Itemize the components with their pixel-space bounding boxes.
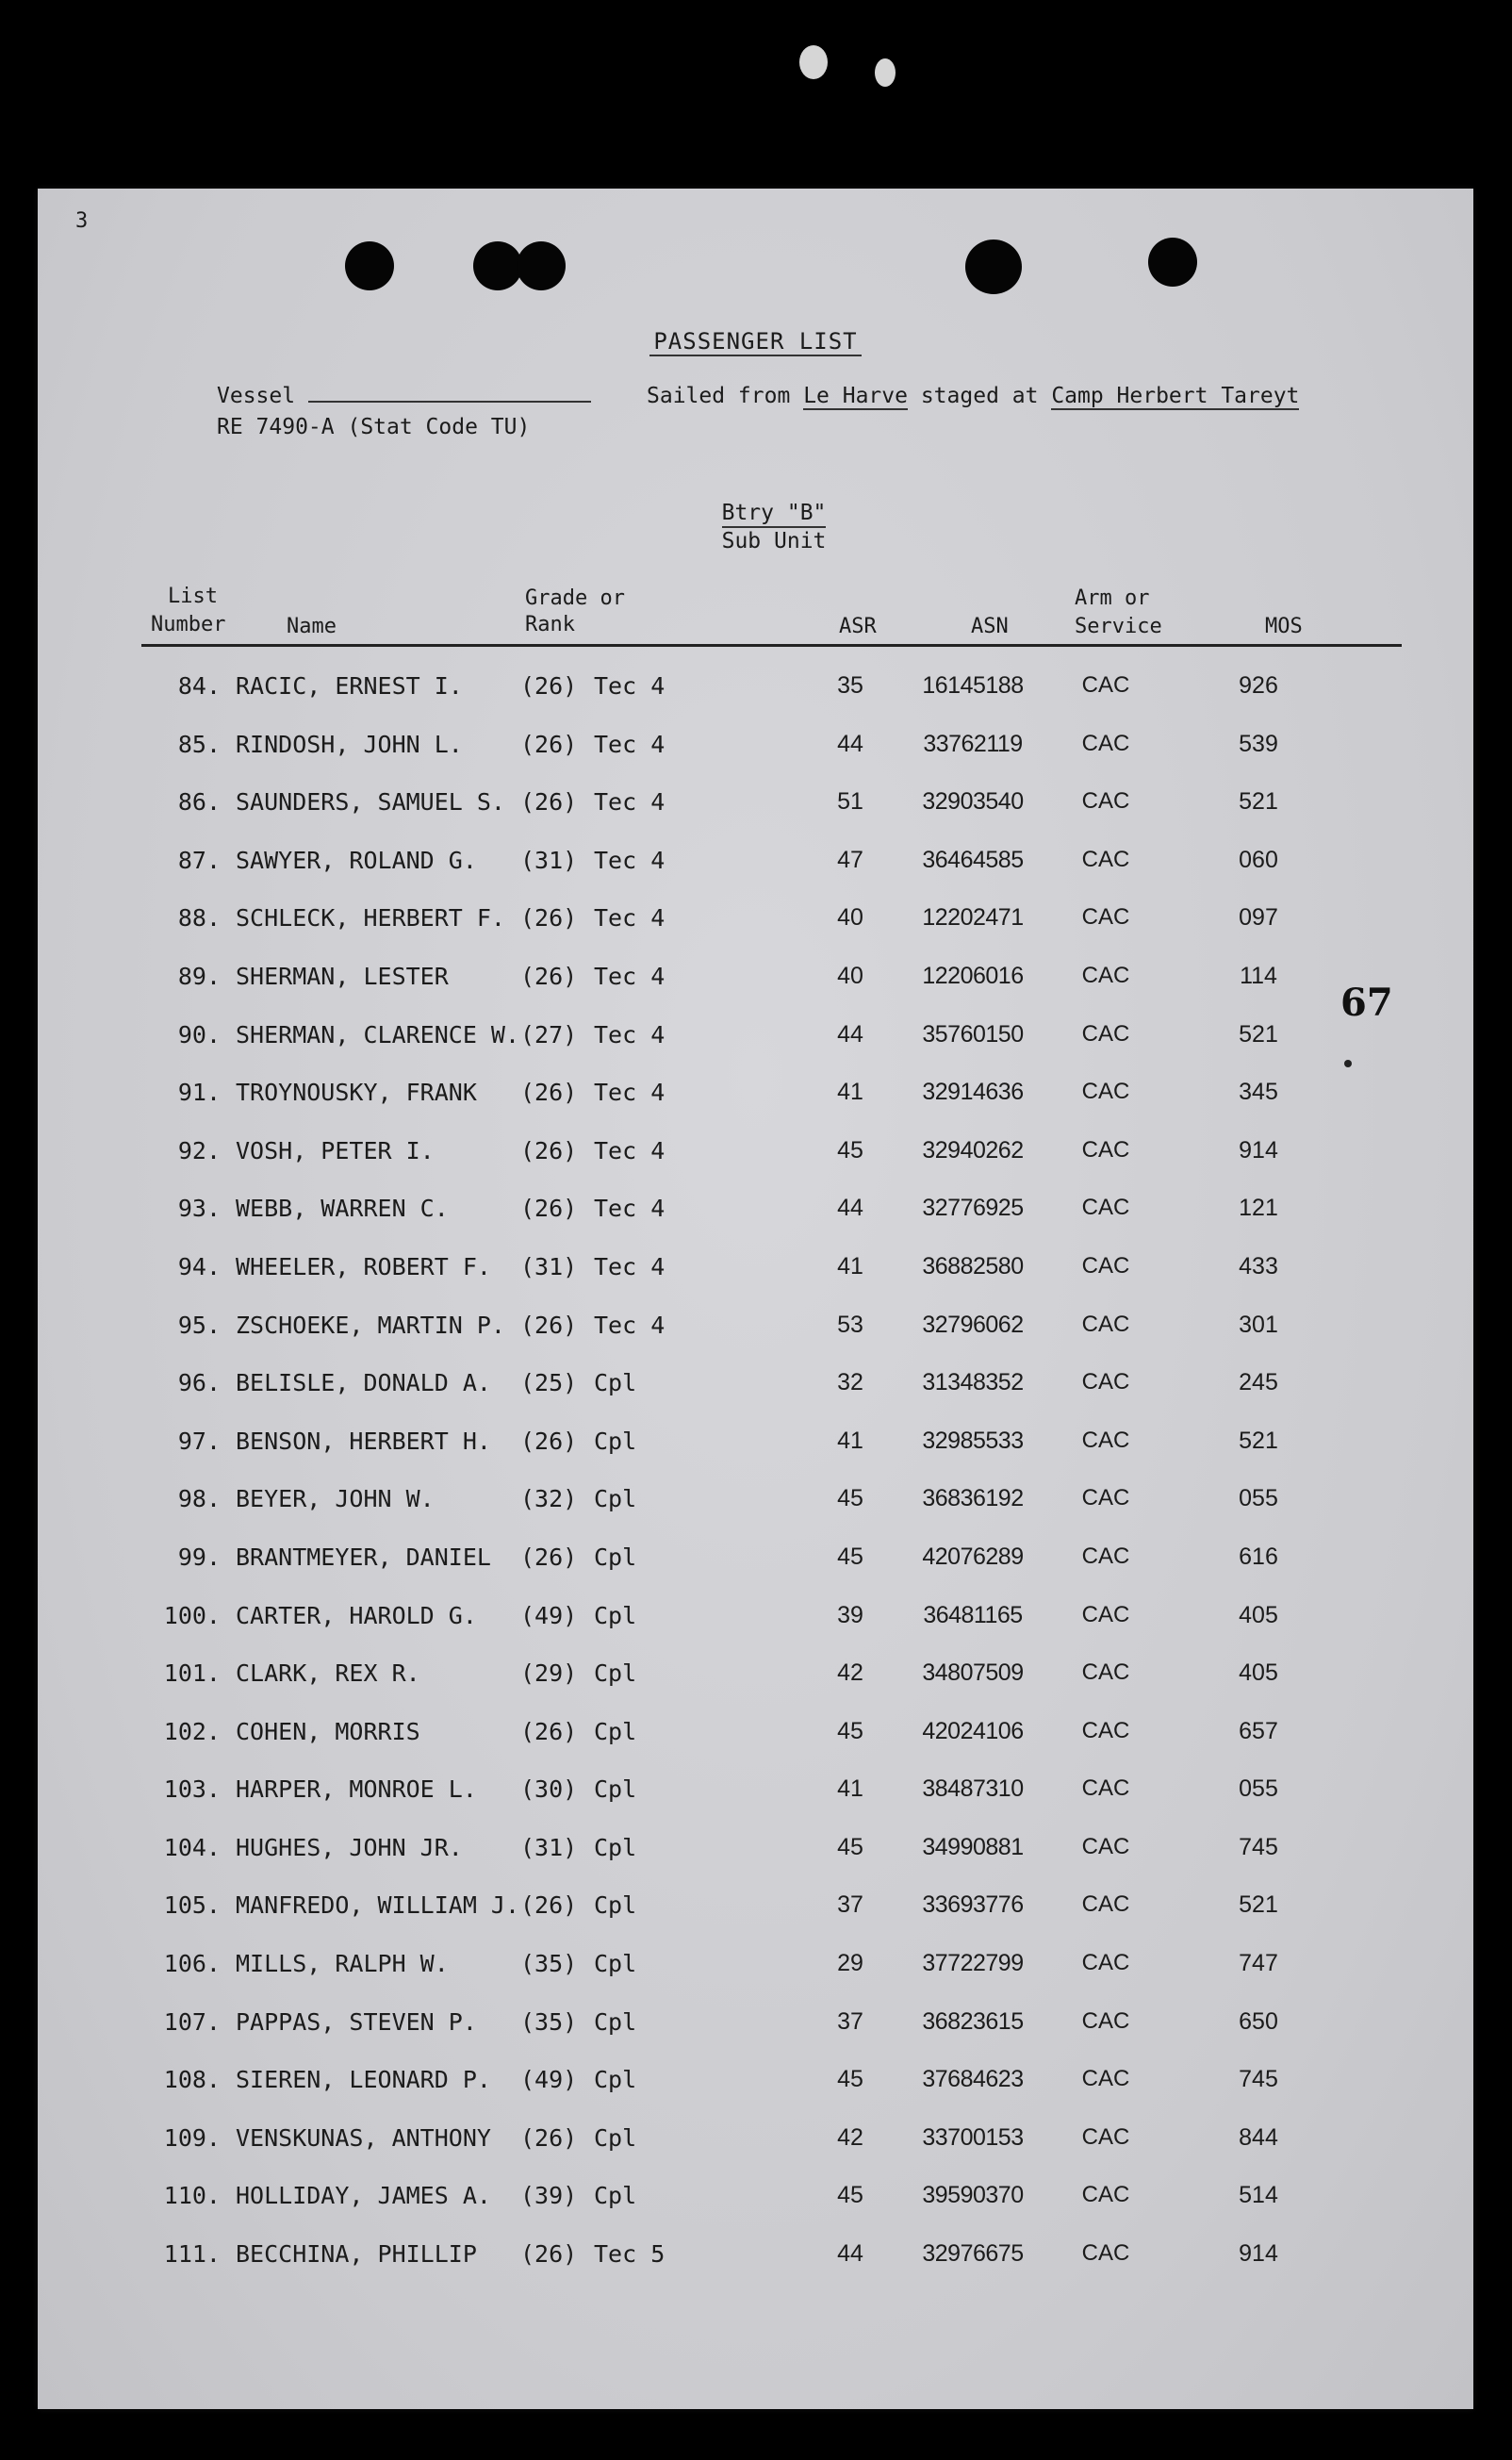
rank-cell: Cpl bbox=[594, 1543, 637, 1571]
rank-cell: Cpl bbox=[594, 1891, 637, 1920]
mos-cell: 097 bbox=[1239, 904, 1278, 932]
list-number-cell: 102. bbox=[163, 1717, 221, 1745]
passenger-name-cell: CARTER, HAROLD G. bbox=[236, 1601, 477, 1629]
asn-cell: 33700153 bbox=[922, 2123, 1024, 2151]
grade-cell: (26) bbox=[520, 672, 578, 700]
table-row bbox=[38, 1130, 1473, 1188]
rank-cell: Tec 4 bbox=[594, 1020, 666, 1048]
arm-or-service-cell: CAC bbox=[1081, 672, 1130, 698]
passenger-name-cell: WEBB, WARREN C. bbox=[236, 1195, 449, 1223]
list-number-cell: 98. bbox=[177, 1485, 221, 1513]
arm-or-service-cell: CAC bbox=[1081, 1195, 1130, 1221]
mos-cell: 539 bbox=[1239, 730, 1278, 757]
asr-cell: 42 bbox=[837, 2123, 863, 2151]
mos-cell: 521 bbox=[1239, 788, 1278, 816]
list-number-cell: 97. bbox=[177, 1427, 221, 1455]
asr-cell: 45 bbox=[837, 1543, 863, 1570]
rank-cell: Cpl bbox=[594, 1717, 637, 1745]
document-title-text: PASSENGER LIST bbox=[649, 328, 861, 356]
punch-hole bbox=[473, 241, 522, 290]
asr-cell: 37 bbox=[837, 2007, 863, 2035]
rank-cell: Cpl bbox=[594, 1485, 637, 1513]
grade-cell: (49) bbox=[520, 1601, 578, 1629]
asn-cell: 36823615 bbox=[922, 2007, 1024, 2035]
asr-cell: 44 bbox=[837, 1195, 863, 1222]
arm-or-service-cell: CAC bbox=[1081, 1659, 1130, 1686]
arm-or-service-cell: CAC bbox=[1081, 1775, 1130, 1802]
list-number-cell: 104. bbox=[163, 1833, 221, 1861]
arm-or-service-cell: CAC bbox=[1081, 846, 1130, 872]
asr-cell: 47 bbox=[837, 846, 863, 873]
asn-cell: 42076289 bbox=[922, 1543, 1024, 1570]
rank-cell: Cpl bbox=[594, 1833, 637, 1861]
passenger-name-cell: SAWYER, ROLAND G. bbox=[236, 846, 477, 874]
arm-or-service-cell: CAC bbox=[1081, 2182, 1130, 2208]
passenger-name-cell: WHEELER, ROBERT F. bbox=[236, 1252, 491, 1280]
asr-cell: 53 bbox=[837, 1311, 863, 1338]
grade-cell: (25) bbox=[520, 1369, 578, 1397]
unit-line-2: Sub Unit bbox=[721, 529, 827, 553]
table-row bbox=[38, 1304, 1473, 1362]
table-row bbox=[38, 1826, 1473, 1885]
table-row bbox=[38, 955, 1473, 1014]
header-grade-or: Grade or bbox=[525, 586, 625, 610]
asr-cell: 41 bbox=[837, 1252, 863, 1280]
header-service: Service bbox=[1075, 615, 1162, 638]
asr-cell: 45 bbox=[837, 1833, 863, 1860]
table-row bbox=[38, 1710, 1473, 1769]
film-speck bbox=[875, 58, 896, 87]
rank-cell: Cpl bbox=[594, 1369, 637, 1397]
mos-cell: 616 bbox=[1239, 1543, 1278, 1570]
mos-cell: 345 bbox=[1239, 1079, 1278, 1106]
film-speck bbox=[799, 45, 828, 79]
table-row bbox=[38, 1594, 1473, 1653]
mos-cell: 747 bbox=[1239, 1950, 1278, 1977]
grade-cell: (27) bbox=[520, 1020, 578, 1048]
mos-cell: 844 bbox=[1239, 2123, 1278, 2151]
arm-or-service-cell: CAC bbox=[1081, 730, 1130, 756]
ink-dot bbox=[1344, 1060, 1352, 1067]
passenger-name-cell: VENSKUNAS, ANTHONY bbox=[236, 2123, 491, 2152]
punch-hole bbox=[965, 239, 1022, 294]
grade-cell: (30) bbox=[520, 1775, 578, 1804]
arm-or-service-cell: CAC bbox=[1081, 1020, 1130, 1047]
arm-or-service-cell: CAC bbox=[1081, 2123, 1130, 2150]
table-row bbox=[38, 665, 1473, 723]
asn-cell: 12206016 bbox=[922, 962, 1024, 989]
asr-cell: 45 bbox=[837, 2182, 863, 2209]
asr-cell: 44 bbox=[837, 2240, 863, 2268]
table-row bbox=[38, 1768, 1473, 1826]
list-number-cell: 91. bbox=[177, 1079, 221, 1107]
grade-cell: (26) bbox=[520, 1543, 578, 1571]
mos-cell: 055 bbox=[1239, 1775, 1278, 1803]
table-row bbox=[38, 1420, 1473, 1478]
passenger-name-cell: SAUNDERS, SAMUEL S. bbox=[236, 788, 505, 817]
list-number-cell: 111. bbox=[163, 2240, 221, 2269]
arm-or-service-cell: CAC bbox=[1081, 1369, 1130, 1395]
grade-cell: (35) bbox=[520, 2007, 578, 2036]
asr-cell: 39 bbox=[837, 1601, 863, 1628]
sailed-port: Le Harve bbox=[803, 384, 908, 408]
asr-cell: 29 bbox=[837, 1950, 863, 1977]
grade-cell: (31) bbox=[520, 1833, 578, 1861]
asr-cell: 40 bbox=[837, 904, 863, 932]
corner-mark: 3 bbox=[75, 209, 89, 233]
asr-cell: 45 bbox=[837, 2066, 863, 2093]
passenger-name-cell: SHERMAN, LESTER bbox=[236, 962, 449, 990]
asn-cell: 33693776 bbox=[922, 1891, 1024, 1919]
arm-or-service-cell: CAC bbox=[1081, 2240, 1130, 2267]
list-number-cell: 99. bbox=[177, 1543, 221, 1571]
asr-cell: 37 bbox=[837, 1891, 863, 1919]
asn-cell: 12202471 bbox=[922, 904, 1024, 932]
asn-cell: 32776925 bbox=[922, 1195, 1024, 1222]
list-number-cell: 88. bbox=[177, 904, 221, 933]
asn-cell: 16145188 bbox=[922, 672, 1024, 699]
rank-cell: Tec 4 bbox=[594, 904, 666, 933]
arm-or-service-cell: CAC bbox=[1081, 1136, 1130, 1163]
passenger-name-cell: CLARK, REX R. bbox=[236, 1659, 420, 1688]
asn-cell: 42024106 bbox=[922, 1717, 1024, 1744]
rank-cell: Tec 4 bbox=[594, 788, 666, 817]
asr-cell: 44 bbox=[837, 1020, 863, 1048]
sailed-label: Sailed from bbox=[647, 384, 791, 408]
mos-cell: 650 bbox=[1239, 2007, 1278, 2035]
asn-cell: 36481165 bbox=[923, 1601, 1023, 1628]
asn-cell: 32914636 bbox=[922, 1079, 1024, 1106]
grade-cell: (31) bbox=[520, 1252, 578, 1280]
passenger-name-cell: VOSH, PETER I. bbox=[236, 1136, 435, 1164]
grade-cell: (26) bbox=[520, 1427, 578, 1455]
rank-cell: Tec 4 bbox=[594, 1079, 666, 1107]
asn-cell: 34807509 bbox=[922, 1659, 1024, 1687]
table-row bbox=[38, 2233, 1473, 2291]
passenger-name-cell: RACIC, ERNEST I. bbox=[236, 672, 463, 700]
list-number-cell: 109. bbox=[163, 2123, 221, 2152]
passenger-name-cell: HOLLIDAY, JAMES A. bbox=[236, 2182, 491, 2210]
mos-cell: 405 bbox=[1239, 1659, 1278, 1687]
asr-cell: 45 bbox=[837, 1485, 863, 1512]
grade-cell: (26) bbox=[520, 1311, 578, 1339]
film-border-top bbox=[0, 0, 1512, 189]
arm-or-service-cell: CAC bbox=[1081, 1891, 1130, 1918]
grade-cell: (49) bbox=[520, 2066, 578, 2094]
vessel-line bbox=[217, 384, 591, 408]
header-arm-or: Arm or bbox=[1075, 586, 1150, 610]
grade-cell: (26) bbox=[520, 1891, 578, 1920]
grade-cell: (32) bbox=[520, 1485, 578, 1513]
header-number: Number bbox=[151, 613, 226, 636]
table-row bbox=[38, 897, 1473, 955]
grade-cell: (26) bbox=[520, 2240, 578, 2269]
table-row bbox=[38, 1071, 1473, 1130]
list-number-cell: 86. bbox=[177, 788, 221, 817]
arm-or-service-cell: CAC bbox=[1081, 1950, 1130, 1976]
table-row bbox=[38, 1014, 1473, 1072]
sailed-line bbox=[647, 384, 1299, 408]
header-rule bbox=[141, 644, 1402, 647]
passenger-name-cell: BEYER, JOHN W. bbox=[236, 1485, 435, 1513]
punch-hole bbox=[517, 241, 566, 290]
vessel-blank bbox=[308, 401, 591, 403]
asn-cell: 39590370 bbox=[922, 2182, 1024, 2209]
arm-or-service-cell: CAC bbox=[1081, 1079, 1130, 1105]
table-row bbox=[38, 1942, 1473, 2001]
asn-cell: 32985533 bbox=[922, 1427, 1024, 1454]
table-row bbox=[38, 1246, 1473, 1304]
rank-cell: Tec 4 bbox=[594, 962, 666, 990]
grade-cell: (29) bbox=[520, 1659, 578, 1688]
grade-cell: (26) bbox=[520, 962, 578, 990]
asn-cell: 38487310 bbox=[922, 1775, 1024, 1803]
rank-cell: Cpl bbox=[594, 1601, 637, 1629]
rank-cell: Tec 4 bbox=[594, 1136, 666, 1164]
asn-cell: 32796062 bbox=[922, 1311, 1024, 1338]
arm-or-service-cell: CAC bbox=[1081, 2066, 1130, 2092]
passenger-name-cell: MILLS, RALPH W. bbox=[236, 1950, 449, 1978]
table-row bbox=[38, 2117, 1473, 2175]
table-row bbox=[38, 1652, 1473, 1710]
list-number-cell: 92. bbox=[177, 1136, 221, 1164]
list-number-cell: 108. bbox=[163, 2066, 221, 2094]
arm-or-service-cell: CAC bbox=[1081, 1601, 1130, 1627]
list-number-cell: 103. bbox=[163, 1775, 221, 1804]
rank-cell: Cpl bbox=[594, 1427, 637, 1455]
mos-cell: 657 bbox=[1239, 1717, 1278, 1744]
reference-line: RE 7490-A (Stat Code TU) bbox=[217, 415, 531, 439]
table-row bbox=[38, 1478, 1473, 1536]
asr-cell: 45 bbox=[837, 1717, 863, 1744]
asn-cell: 36882580 bbox=[922, 1252, 1024, 1280]
arm-or-service-cell: CAC bbox=[1081, 1833, 1130, 1859]
table-row bbox=[38, 723, 1473, 782]
arm-or-service-cell: CAC bbox=[1081, 1311, 1130, 1337]
list-number-cell: 106. bbox=[163, 1950, 221, 1978]
table-row bbox=[38, 781, 1473, 839]
mos-cell: 745 bbox=[1239, 2066, 1278, 2093]
table-row bbox=[38, 839, 1473, 898]
mos-cell: 521 bbox=[1239, 1427, 1278, 1454]
grade-cell: (35) bbox=[520, 1950, 578, 1978]
asn-cell: 37684623 bbox=[922, 2066, 1024, 2093]
asr-cell: 51 bbox=[837, 788, 863, 816]
arm-or-service-cell: CAC bbox=[1081, 962, 1130, 988]
staged-camp: Camp Herbert Tareyt bbox=[1051, 384, 1300, 408]
rank-cell: Cpl bbox=[594, 2182, 637, 2210]
passenger-name-cell: MANFREDO, WILLIAM J. bbox=[236, 1891, 520, 1920]
arm-or-service-cell: CAC bbox=[1081, 788, 1130, 815]
asn-cell: 35760150 bbox=[922, 1020, 1024, 1048]
asr-cell: 35 bbox=[837, 672, 863, 699]
passenger-name-cell: BRANTMEYER, DANIEL bbox=[236, 1543, 491, 1571]
list-number-cell: 96. bbox=[177, 1369, 221, 1397]
header-list: List bbox=[168, 585, 218, 608]
mos-cell: 514 bbox=[1239, 2182, 1278, 2209]
header-rank: Rank bbox=[525, 613, 575, 636]
mos-cell: 405 bbox=[1239, 1601, 1278, 1628]
grade-cell: (26) bbox=[520, 2123, 578, 2152]
asr-cell: 40 bbox=[837, 962, 863, 989]
rank-cell: Tec 4 bbox=[594, 1252, 666, 1280]
arm-or-service-cell: CAC bbox=[1081, 1485, 1130, 1511]
list-number-cell: 100. bbox=[163, 1601, 221, 1629]
rank-cell: Tec 5 bbox=[594, 2240, 666, 2269]
grade-cell: (26) bbox=[520, 1079, 578, 1107]
asn-cell: 31348352 bbox=[922, 1369, 1024, 1396]
asn-cell: 36836192 bbox=[922, 1485, 1024, 1512]
asr-cell: 32 bbox=[837, 1369, 863, 1396]
mos-cell: 745 bbox=[1239, 1833, 1278, 1860]
header-asr: ASR bbox=[839, 615, 877, 638]
mos-cell: 055 bbox=[1239, 1485, 1278, 1512]
unit-line-1: Btry "B" bbox=[722, 500, 827, 528]
passenger-name-cell: ZSCHOEKE, MARTIN P. bbox=[236, 1311, 505, 1339]
mos-cell: 301 bbox=[1239, 1311, 1278, 1338]
grade-cell: (26) bbox=[520, 1136, 578, 1164]
table-row bbox=[38, 1187, 1473, 1246]
document-title bbox=[38, 328, 1473, 355]
list-number-cell: 90. bbox=[177, 1020, 221, 1048]
passenger-name-cell: HARPER, MONROE L. bbox=[236, 1775, 477, 1804]
passenger-name-cell: BELISLE, DONALD A. bbox=[236, 1369, 491, 1397]
mos-cell: 926 bbox=[1239, 672, 1278, 699]
document-page bbox=[38, 189, 1473, 2409]
passenger-name-cell: SIEREN, LEONARD P. bbox=[236, 2066, 491, 2094]
list-number-cell: 85. bbox=[177, 730, 221, 758]
passenger-name-cell: BENSON, HERBERT H. bbox=[236, 1427, 491, 1455]
grade-cell: (39) bbox=[520, 2182, 578, 2210]
mos-cell: 121 bbox=[1239, 1195, 1278, 1222]
passenger-name-cell: RINDOSH, JOHN L. bbox=[236, 730, 463, 758]
table-row bbox=[38, 2174, 1473, 2233]
side-number: 67 bbox=[1340, 981, 1393, 1025]
passenger-name-cell: SHERMAN, CLARENCE W. bbox=[236, 1020, 520, 1048]
passenger-name-cell: SCHLECK, HERBERT F. bbox=[236, 904, 505, 933]
asn-cell: 32976675 bbox=[922, 2240, 1024, 2268]
table-row bbox=[38, 2058, 1473, 2117]
asn-cell: 36464585 bbox=[922, 846, 1024, 873]
mos-cell: 521 bbox=[1239, 1891, 1278, 1919]
arm-or-service-cell: CAC bbox=[1081, 2007, 1130, 2034]
list-number-cell: 110. bbox=[163, 2182, 221, 2210]
arm-or-service-cell: CAC bbox=[1081, 1252, 1130, 1279]
asr-cell: 42 bbox=[837, 1659, 863, 1687]
list-number-cell: 95. bbox=[177, 1311, 221, 1339]
mos-cell: 114 bbox=[1240, 962, 1277, 989]
header-asn: ASN bbox=[971, 615, 1009, 638]
unit-label bbox=[703, 500, 845, 554]
rank-cell: Cpl bbox=[594, 2007, 637, 2036]
arm-or-service-cell: CAC bbox=[1081, 1717, 1130, 1743]
mos-cell: 060 bbox=[1239, 846, 1278, 873]
grade-cell: (31) bbox=[520, 846, 578, 874]
grade-cell: (26) bbox=[520, 1717, 578, 1745]
passenger-name-cell: COHEN, MORRIS bbox=[236, 1717, 420, 1745]
asr-cell: 41 bbox=[837, 1079, 863, 1106]
rank-cell: Tec 4 bbox=[594, 1311, 666, 1339]
rank-cell: Tec 4 bbox=[594, 672, 666, 700]
asn-cell: 34990881 bbox=[922, 1833, 1024, 1860]
staged-label: staged at bbox=[920, 384, 1039, 408]
passenger-name-cell: PAPPAS, STEVEN P. bbox=[236, 2007, 477, 2036]
rank-cell: Tec 4 bbox=[594, 730, 666, 758]
rank-cell: Cpl bbox=[594, 2066, 637, 2094]
table-row bbox=[38, 2001, 1473, 2059]
mos-cell: 914 bbox=[1239, 2240, 1278, 2268]
arm-or-service-cell: CAC bbox=[1081, 1543, 1130, 1569]
list-number-cell: 107. bbox=[163, 2007, 221, 2036]
asr-cell: 41 bbox=[837, 1427, 863, 1454]
header-name: Name bbox=[287, 615, 337, 638]
asr-cell: 45 bbox=[837, 1136, 863, 1164]
rank-cell: Tec 4 bbox=[594, 1195, 666, 1223]
list-number-cell: 89. bbox=[177, 962, 221, 990]
grade-cell: (26) bbox=[520, 730, 578, 758]
asr-cell: 41 bbox=[837, 1775, 863, 1803]
list-number-cell: 87. bbox=[177, 846, 221, 874]
passenger-table bbox=[38, 665, 1473, 2291]
list-number-cell: 105. bbox=[163, 1891, 221, 1920]
rank-cell: Cpl bbox=[594, 1659, 637, 1688]
rank-cell: Cpl bbox=[594, 1775, 637, 1804]
list-number-cell: 93. bbox=[177, 1195, 221, 1223]
arm-or-service-cell: CAC bbox=[1081, 904, 1130, 931]
grade-cell: (26) bbox=[520, 788, 578, 817]
table-row bbox=[38, 1536, 1473, 1594]
vessel-label: Vessel bbox=[217, 384, 296, 408]
passenger-name-cell: HUGHES, JOHN JR. bbox=[236, 1833, 463, 1861]
mos-cell: 433 bbox=[1239, 1252, 1278, 1280]
table-row bbox=[38, 1362, 1473, 1420]
rank-cell: Cpl bbox=[594, 2123, 637, 2152]
mos-cell: 245 bbox=[1239, 1369, 1278, 1396]
grade-cell: (26) bbox=[520, 904, 578, 933]
asr-cell: 44 bbox=[837, 730, 863, 757]
list-number-cell: 94. bbox=[177, 1252, 221, 1280]
punch-hole bbox=[1148, 238, 1197, 287]
header-mos: MOS bbox=[1265, 615, 1303, 638]
grade-cell: (26) bbox=[520, 1195, 578, 1223]
rank-cell: Cpl bbox=[594, 1950, 637, 1978]
mos-cell: 914 bbox=[1239, 1136, 1278, 1164]
asn-cell: 32940262 bbox=[922, 1136, 1024, 1164]
arm-or-service-cell: CAC bbox=[1081, 1427, 1130, 1453]
rank-cell: Tec 4 bbox=[594, 846, 666, 874]
punch-hole bbox=[345, 241, 394, 290]
table-row bbox=[38, 1884, 1473, 1942]
passenger-name-cell: BECCHINA, PHILLIP bbox=[236, 2240, 477, 2269]
asn-cell: 33762119 bbox=[923, 730, 1023, 757]
list-number-cell: 84. bbox=[177, 672, 221, 700]
mos-cell: 521 bbox=[1239, 1020, 1278, 1048]
asn-cell: 32903540 bbox=[922, 788, 1024, 816]
passenger-name-cell: TROYNOUSKY, FRANK bbox=[236, 1079, 477, 1107]
asn-cell: 37722799 bbox=[922, 1950, 1024, 1977]
list-number-cell: 101. bbox=[163, 1659, 221, 1688]
